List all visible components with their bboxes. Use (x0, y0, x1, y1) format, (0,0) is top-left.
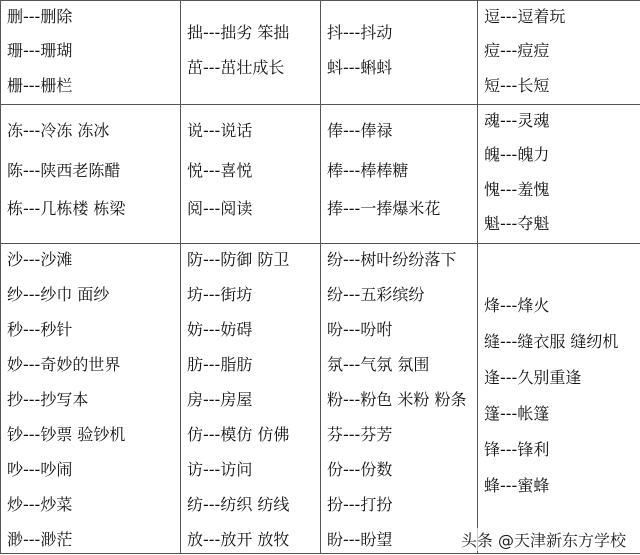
word-entry: 秒---秒针 (7, 320, 73, 339)
word-entry: 短---长短 (484, 76, 550, 95)
word-entry: 说---说话 (187, 121, 253, 140)
table-row (1, 1, 640, 105)
word-entry: 纷---树叶纷纷落下 (327, 250, 457, 269)
word-entry: 魁---夺魁 (484, 214, 550, 233)
word-entry: 魂---灵魂 (484, 111, 550, 130)
word-entry: 棒---棒棒糖 (327, 161, 409, 180)
word-entry: 纷---五彩缤纷 (327, 285, 425, 304)
word-entry: 逢---久别重逢 (484, 368, 582, 387)
word-entry: 芬---芬芳 (327, 425, 393, 444)
word-entry: 俸---俸禄 (327, 121, 393, 140)
word-entry: 冻---冷冻 冻冰 (7, 121, 110, 140)
word-entry: 锋---锋利 (484, 440, 550, 459)
word-entry: 悦---喜悦 (187, 161, 253, 180)
word-entry: 陈---陕西老陈醋 (7, 161, 121, 180)
cell-r3-c3 (321, 244, 478, 554)
word-entry: 捧---一捧爆米花 (327, 199, 441, 218)
cell-r1-c3 (321, 1, 478, 105)
word-entry: 吩---吩咐 (327, 320, 393, 339)
word-entry: 钞---钞票 验钞机 (7, 425, 126, 444)
word-entry: 纱---纱巾 面纱 (7, 285, 110, 304)
cell-r1-c4 (478, 1, 640, 105)
table-row (1, 105, 640, 244)
word-entry: 房---房屋 (187, 390, 253, 409)
word-entry: 氛---气氛 氛围 (327, 355, 430, 374)
word-entry: 粉---粉色 米粉 粉条 (327, 390, 467, 409)
word-entry: 烽---烽火 (484, 296, 550, 315)
cell-r2-c2 (181, 105, 321, 244)
word-entry: 抄---抄写本 (7, 390, 89, 409)
word-entry: 沙---沙滩 (7, 250, 73, 269)
cell-r3-c2 (181, 244, 321, 554)
word-entry: 仿---模仿 仿佛 (187, 425, 290, 444)
word-entry: 篷---帐篷 (484, 404, 550, 423)
word-entry: 防---防御 防卫 (187, 250, 290, 269)
word-entry: 妨---妨碍 (187, 320, 253, 339)
word-entry: 阅---阅读 (187, 199, 253, 218)
word-entry: 炒---炒菜 (7, 495, 73, 514)
word-entry: 茁---茁壮成长 (187, 58, 285, 77)
cell-r3-c4 (478, 244, 640, 554)
cell-r2-c3 (321, 105, 478, 244)
cell-r2-c1 (1, 105, 181, 244)
watermark: 头条 @天津新东方学校 (457, 528, 630, 551)
word-entry: 栅---栅栏 (7, 76, 73, 95)
word-entry: 肪---脂肪 (187, 355, 253, 374)
word-entry: 逗---逗着玩 (484, 7, 566, 26)
word-entry: 访---访问 (187, 460, 253, 479)
word-entry: 蜂---蜜蜂 (484, 476, 550, 495)
word-entry: 删---删除 (7, 7, 73, 26)
word-entry: 愧---羞愧 (484, 180, 550, 199)
cell-r1-c2 (181, 1, 321, 105)
cell-r2-c4 (478, 105, 640, 244)
word-entry: 栋---几栋楼 栋梁 (7, 199, 126, 218)
word-entry: 扮---打扮 (327, 495, 393, 514)
word-entry: 痘---痘痘 (484, 41, 550, 60)
table-row (1, 244, 640, 554)
word-entry: 抖---抖动 (327, 23, 393, 42)
word-entry: 坊---街坊 (187, 285, 253, 304)
word-entry: 渺---渺茫 (7, 530, 73, 549)
word-entry: 吵---吵闹 (7, 460, 73, 479)
word-entry: 纺---纺织 纺线 (187, 495, 290, 514)
word-entry: 缝---缝衣服 缝纫机 (484, 332, 619, 351)
word-entry: 妙---奇妙的世界 (7, 355, 121, 374)
word-entry: 蚪---蝌蚪 (327, 58, 393, 77)
word-entry: 魄---魄力 (484, 145, 550, 164)
word-entry: 盼---盼望 (327, 530, 393, 549)
word-entry: 拙---拙劣 笨拙 (187, 23, 290, 42)
cell-r3-c1 (1, 244, 181, 554)
word-entry: 放---放开 放牧 (187, 530, 290, 549)
word-entry: 珊---珊瑚 (7, 41, 73, 60)
word-entry: 份---份数 (327, 460, 393, 479)
cell-r1-c1 (1, 1, 181, 105)
